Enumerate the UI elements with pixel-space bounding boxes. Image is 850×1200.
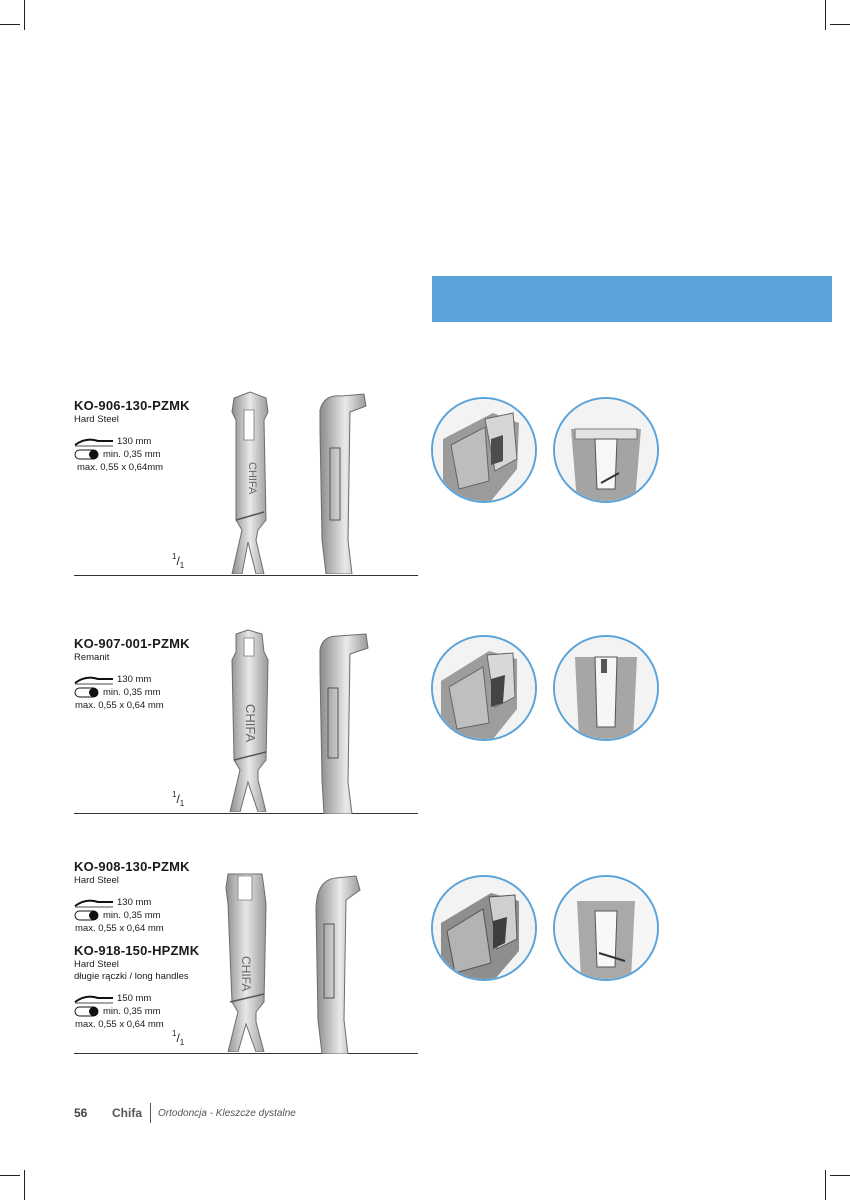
wire-icon [74, 1006, 100, 1017]
product-code: KO-907-001-PZMK [74, 636, 190, 651]
crop-mark [0, 24, 20, 25]
wire-icon [74, 910, 100, 921]
max-wire-value: max. 0,55 x 0,64 mm [75, 1019, 164, 1030]
page-number: 56 [74, 1106, 88, 1120]
wire-icon [74, 687, 100, 698]
max-wire-value: max. 0,55 x 0,64 mm [75, 700, 164, 711]
jaw-detail-front [553, 397, 659, 503]
jaw-detail-angled [431, 397, 537, 503]
jaw-detail-front [553, 875, 659, 981]
variant-material: Hard Steel [74, 959, 119, 970]
scale-label: $^1/_1$ [172, 790, 185, 808]
pliers-side-image [312, 390, 372, 574]
length-value: 130 mm [117, 436, 152, 447]
variant-code: KO-918-150-HPZMK [74, 943, 200, 958]
product-material: Hard Steel [74, 414, 119, 425]
length-value: 130 mm [117, 674, 152, 685]
crop-mark [830, 24, 850, 25]
brand-mark: CHIFA [239, 956, 253, 992]
footer-brand: Chifa [112, 1106, 142, 1120]
pliers-side-image [312, 630, 372, 814]
product-code: KO-908-130-PZMK [74, 859, 190, 874]
length-icon [74, 898, 114, 908]
crop-mark [825, 1170, 826, 1200]
length-icon [74, 437, 114, 447]
crop-mark [830, 1175, 850, 1176]
section-header-bar [432, 276, 832, 322]
pliers-side-image [310, 870, 370, 1054]
wire-icon [74, 449, 100, 460]
max-wire-value: max. 0,55 x 0,64 mm [75, 923, 164, 934]
crop-mark [24, 0, 25, 30]
crop-mark [825, 0, 826, 30]
product-code: KO-906-130-PZMK [74, 398, 190, 413]
divider [74, 575, 418, 576]
min-wire-value: min. 0,35 mm [103, 449, 161, 460]
length-icon [74, 675, 114, 685]
length-value: 150 mm [117, 993, 152, 1004]
jaw-detail-angled [431, 875, 537, 981]
length-icon [74, 994, 114, 1004]
section-title: Ortodoncja - Kleszcze dystalne [158, 1107, 296, 1119]
length-value: 130 mm [117, 897, 152, 908]
product-material: Hard Steel [74, 875, 119, 886]
scale-label: $^1/_1$ [172, 1029, 185, 1047]
brand-mark: CHIFA [243, 704, 258, 743]
variant-note: długie rączki / long handles [74, 971, 189, 982]
footer-divider [150, 1103, 151, 1123]
jaw-detail-angled [431, 635, 537, 741]
product-material: Remanit [74, 652, 110, 663]
min-wire-value: min. 0,35 mm [103, 910, 161, 921]
pliers-front-image [208, 390, 298, 574]
scale-label: $^1/_1$ [172, 552, 185, 570]
crop-mark [24, 1170, 25, 1200]
min-wire-value: min. 0,35 mm [103, 687, 161, 698]
page-footer [74, 1103, 296, 1123]
brand-mark: CHIFA [246, 462, 258, 495]
crop-mark [0, 1175, 20, 1176]
min-wire-value: min. 0,35 mm [103, 1006, 161, 1017]
jaw-detail-front [553, 635, 659, 741]
pliers-front-image [208, 628, 298, 812]
max-wire-value: max. 0,55 x 0,64mm [77, 462, 164, 473]
pliers-front-image [206, 868, 296, 1052]
